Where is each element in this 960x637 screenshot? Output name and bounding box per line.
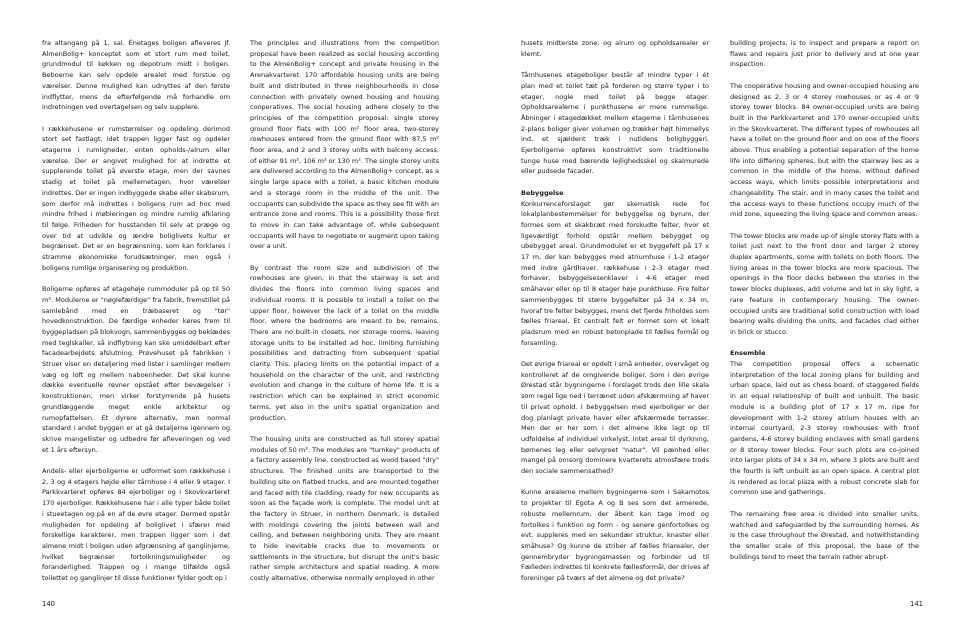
paragraph: Tårnhusenes etageboliger består af mindre typer i ét plan med et toilet tæt på forderen og større typer i to etager, nogle med toilet på begge etager. Opholdsarealerne i punkthusene er mere rummelige. Åbninger i etagedækket mellem etagerne i tårnhusenes 2-plans boliger giver volumen og trækker højt himmellys ind, et sjældent træk i nutidens boligbyggeri. Ejerboligerne opføres konstruktivt som traditionelle tunge huse med bærende lejlighedsskel og skalmurede eller pudsede facader. [521,71,709,176]
paragraph: By contrast the room size and subdivision of the rowhouses are given, in that the stairway is set and divides the floors into common living spaces and individual rooms. It is possible to install a toilet on the upper floor, however the lack of a toilet on the middle floor, where the bedrooms are meant to be, remains. There are no built-in closets, nor storage rooms, leaving storage units to be installed ad hoc, limiting furnishing possibilities and detracting from subsequent spatial clarity. This, placing limits on the potential impact of a household on the character of the unit, and restricting evolution and change in the culture of home life. It is a restriction which can be explained in strict economic terms, yet also in the unit's spatial organization and production. [250,263,439,422]
page-number-right: 141 [910,600,923,608]
paragraph: husets midterste zone, og alrum og opholdsarealer er klemt. [521,39,709,58]
paragraph: Det øvrige friareal er opdelt i små enheder, overvåget og kontrolleret af de omgivende boliger. Som i den øvrige Ørestad står bygningerne i forslaget trods den lille skala som regel lige ned i terrænet uden afskærmning af haver til privat ophold. I bebyggelsen med ejerboliger er der dog planlagt private haver eller afskærmede terrasser. Men der er her som i det almene ikke lagt op til udfoldelse af individuel virkelyst, intet areal til dyrkning, børnenes leg eller selvgroet "natur". Vil pænhed eller mangel på omsorg dominere kvarterets atmosfære trods den sociale sammensathed? [521,360,709,476]
paragraph: The principles and illustrations from the competition proposal have been realized as social housing according to the AlmenBolig+ concept and private housing in the Arenakvarteret. 170 affordable housing units are being built and distributed in three neighbourhoods in close connection with privately owned housing and housing cooperatives. The social housing adhere closely to the principles of the competition proposal: single storey ground floor flats with 100 m² floor area, two-storey rowhouses entered from the ground floor with 87,5 m² floor area, and 2 and 3 storey units with balcony access, of either 91 m², 106 m² or 130 m². The single storey units are delivered according to the AlmenBolig+ concept, as a single large space with a toilet, a basic kitchen module and a storage room in the middle of the unit. The occupants can subdivide the space as they see fit with an entrance zone and rooms. This is a possibility those first to move in can take advantage of, while subsequent occupants will have to negotiate or augment upon taking over a unit. [250,39,439,251]
paragraph: Konkurrenceforslaget gør skematisk rede for lokalplanbestemmelser for bebyggelse og byrum, der formes som et skakbræt med forskudte felter, hvor et ligeværdigt forhold opstår mellem bebygget og ubebygget areal. Grundmodulet er et byggefelt på 17 x 17 m, der kan bebygges med atriumhuse i 1-2 etager med indre gårdhaver, rækkehuse i 2-3 etager med forhaver, bebyggelsesenklaver i 4-6 etager med småhaver eller op til 8 etager høje punkthuse. Fire felter sammenbygges til større byggefelter på 34 x 34 m, hvoraf tre felter bebygges, mens det fjerde friholdes som fælles friareal. Et centralt felt er formet som et lokalt pladsrum med en robust betonplade til fælles formål og forsamling. [521,199,709,347]
page-number-left: 140 [42,600,55,608]
section-heading-ensemble: Ensemble [730,349,766,358]
paragraph: Boligerne opføres af etagehøje rummoduler på op til 50 m². Modulerne er "nøglefærdige" fra fabrik, fremstillet på samlebånd med en træbaseret og "tør" hovedkonstruktion. De færdige enheder køres frem til byggepladsen på blokvogn, sammenbygges og beklædes med teglskaller, så indflytning kan ske umiddelbart efter facadearbejdets afslutning. Prøvehuset på fabrikken i Struer viser en detaljering med lister i samlinger mellem væg og loft og mellem naboenheder. Det skal kunne dække eventuelle revner opstået efter bevægelser i konstruktionen, men virker forstyrrende på husets grundlæggende meget enkle arkitektur og rumopfattelsen. Et dyrere alternativ, men normal standard i andet byggeri er at gå detaljerne igennem og skrive mangellister og udbedre før afleveringen og ved et 1 års eftersyn. [42,285,230,454]
paragraph: The competition proposal offers a schematic interpretation of the local zoning plans for building and urban space, laid out as chess board, of staggered fields in an equal relationship of built and unbuilt. The basic module is a building plot of 17 x 17 m, ripe for development with 1-2 storey atrium houses with an internal courtyard, 2-3 storey rowhouses with front gardens, 4-6 storey building enclaves with small gardens or 8 storey tower blocks. Four such plots are co-joined into larger plots of 34 x 34 m, where 3 plots are built and the fourth is left unbuilt as an open space. A central plot is rendered as local plaza with a robust concrete slab for common use and gatherings. [730,360,919,497]
paragraph: I rækkehusene er rumstørrelser og opdeling derimod stort set fastlagt, idet trappen ligger fast og opdeler etagerne i rumligheder, enten opholds-/alrum eller værelse. Der er angivet mulighed for at indrette et supplerende toilet på øverste etage, men der savnes stadig et toilet på mellemetagen, hvor værelser indrettes. Der er ingen indbyggede skabe eller skabsrum, som derfor må indrettes i boligens rum ad hoc med mindre frihed i møbleringen og mindre rumlig afklaring til følge. Friheden for husstanden til selv at præge og over tid at udvikle og ændre boliglivets kultur er begrænset. Det er en begrænsning, som kan forklares i stramme økonomiske forudsætninger, men også i boligens rumlige organisering og produktion. [42,124,230,272]
paragraph: The housing units are constructed as full storey spatial modules of 50 m². The modules are "turnkey" products of a factory assembly line, constructed as wood based "dry" structures. The finished units are transported to the building site on flatbed trucks, and are mounted together and faced with tile cladding, ready for new occupants as soon as the façade work is complete. The model unit at the factory in Struer, in northern Denmark, is detailed with moldings covering the joints between wall and ceiling, and between neighboring units. They are meant to hide inevitable cracks due to movements or settlements in the structure, but disrupt the unit's basic rather simple architecture and spatial reading. A more costly alternative, otherwise normally employed in other [250,434,439,583]
paragraph: building projects, is to inspect and prepare a report on flaws and repairs just prior to delivery and at one year inspection. [730,39,919,69]
paragraph: The cooperative housing and owner-occupied housing are designed as 2, 3 or 4 storey rowhouses or as 4 or 9 storey tower blocks. 84 owner-occupied units are being built in the Parkkvarteret and 170 owner-occupied units in the Skovkvarteret. The different types of rowhouses all have a toilet on the ground floor and on one of the floors above. Thus enabling a potential separation of the home life into differing spheres, but with the stairway lies as a common in the middle of the home, without defined access ways, which limits possible interpretations and changeability. The stair, and in many cases the toilet and the access ways to these functions occupy much of the mid zone, squeezing the living space and common areas. [730,81,919,219]
section-heading-bebyggelse: Bebyggelse [521,188,564,197]
column-danish-1 [42,38,230,595]
right-page [480,0,960,637]
paragraph: The tower blocks are made up of single storey flats with a toilet just next to the front door and larger 2 storey duplex apartments, some with toilets on both floors. The living areas in the tower blocks are more spacious. The openings in the floor decks between the stories in the tower blocks duplexes, add volume and let in sky light, a rare feature in contemporary housing. The owner-occupied units are traditional solid construction with load bearing walls dividing the units, and facades clad either in brick or stucco. [730,231,919,336]
paragraph: Andels- eller ejerboligerne er udformet som rækkehuse i 2, 3 og 4 etagers højde eller tårnhuse i 4 eller 9 etager. I Parkkvarteret opføres 84 ejerboliger og i Skovkvarteret 170 ejerboliger. Rækkehusene har i alle typer både toilet i stueetagen og på en af de øvre etager. Dermed opstår muligheden for opdeling af boliglivet i sfærer med forskellige karakterer, men trappen ligger som i det almene midt i boligen uden afgrænsning af ganglinjerne, hvilket begrænser fortolkningsmuligheder og foranderlighed. Trappen og i mange tilfælde også toilettet og ganglinjer til disse funktioner fylder godt op i [42,467,230,583]
column-english-1 [250,38,439,595]
paragraph: The remaining free area is divided into smaller units, watched and safeguarded by the surrounding homes. As is the case throughout the Ørestad, and notwithstanding the smaller scale of this proposal, the base of the buildings tend to meet the terrain rather abrupt- [730,509,919,561]
paragraph: Kunne arealerne mellem bygningerne som i Sakamotos to projekter til Egota A og B ses som det armerede, robuste mellemrum, der åbent kan tage imod og fortolkes i funktion og form - og senere genfortolkes og evt. suppleres med en sekundær struktur, knaster eller småhuse? Og kunne de striber af fælles friarealer, der gennembryder bygningsmassen og forbinder ud til Fælleden indrettes til konkrete fællesformål, der drives af foreninger på tværs af det almene og det private? [521,488,709,583]
paragraph: fra altangang på 1. sal. Énetages boligen afleveres jf. AlmenBolig+ konceptet som et stort rum med toilet, grundmodul til køkken og depotrum midt i boligen. Beboerne kan selv opdele arealet med forstue og værelser. Denne mulighed kan udnyttes af den første indflytter, mens de efterfølgende må forhandle om indretningen ved overtagelsen og selv supplere. [42,39,230,112]
column-danish-2 [521,38,709,594]
column-english-2 [730,38,919,573]
